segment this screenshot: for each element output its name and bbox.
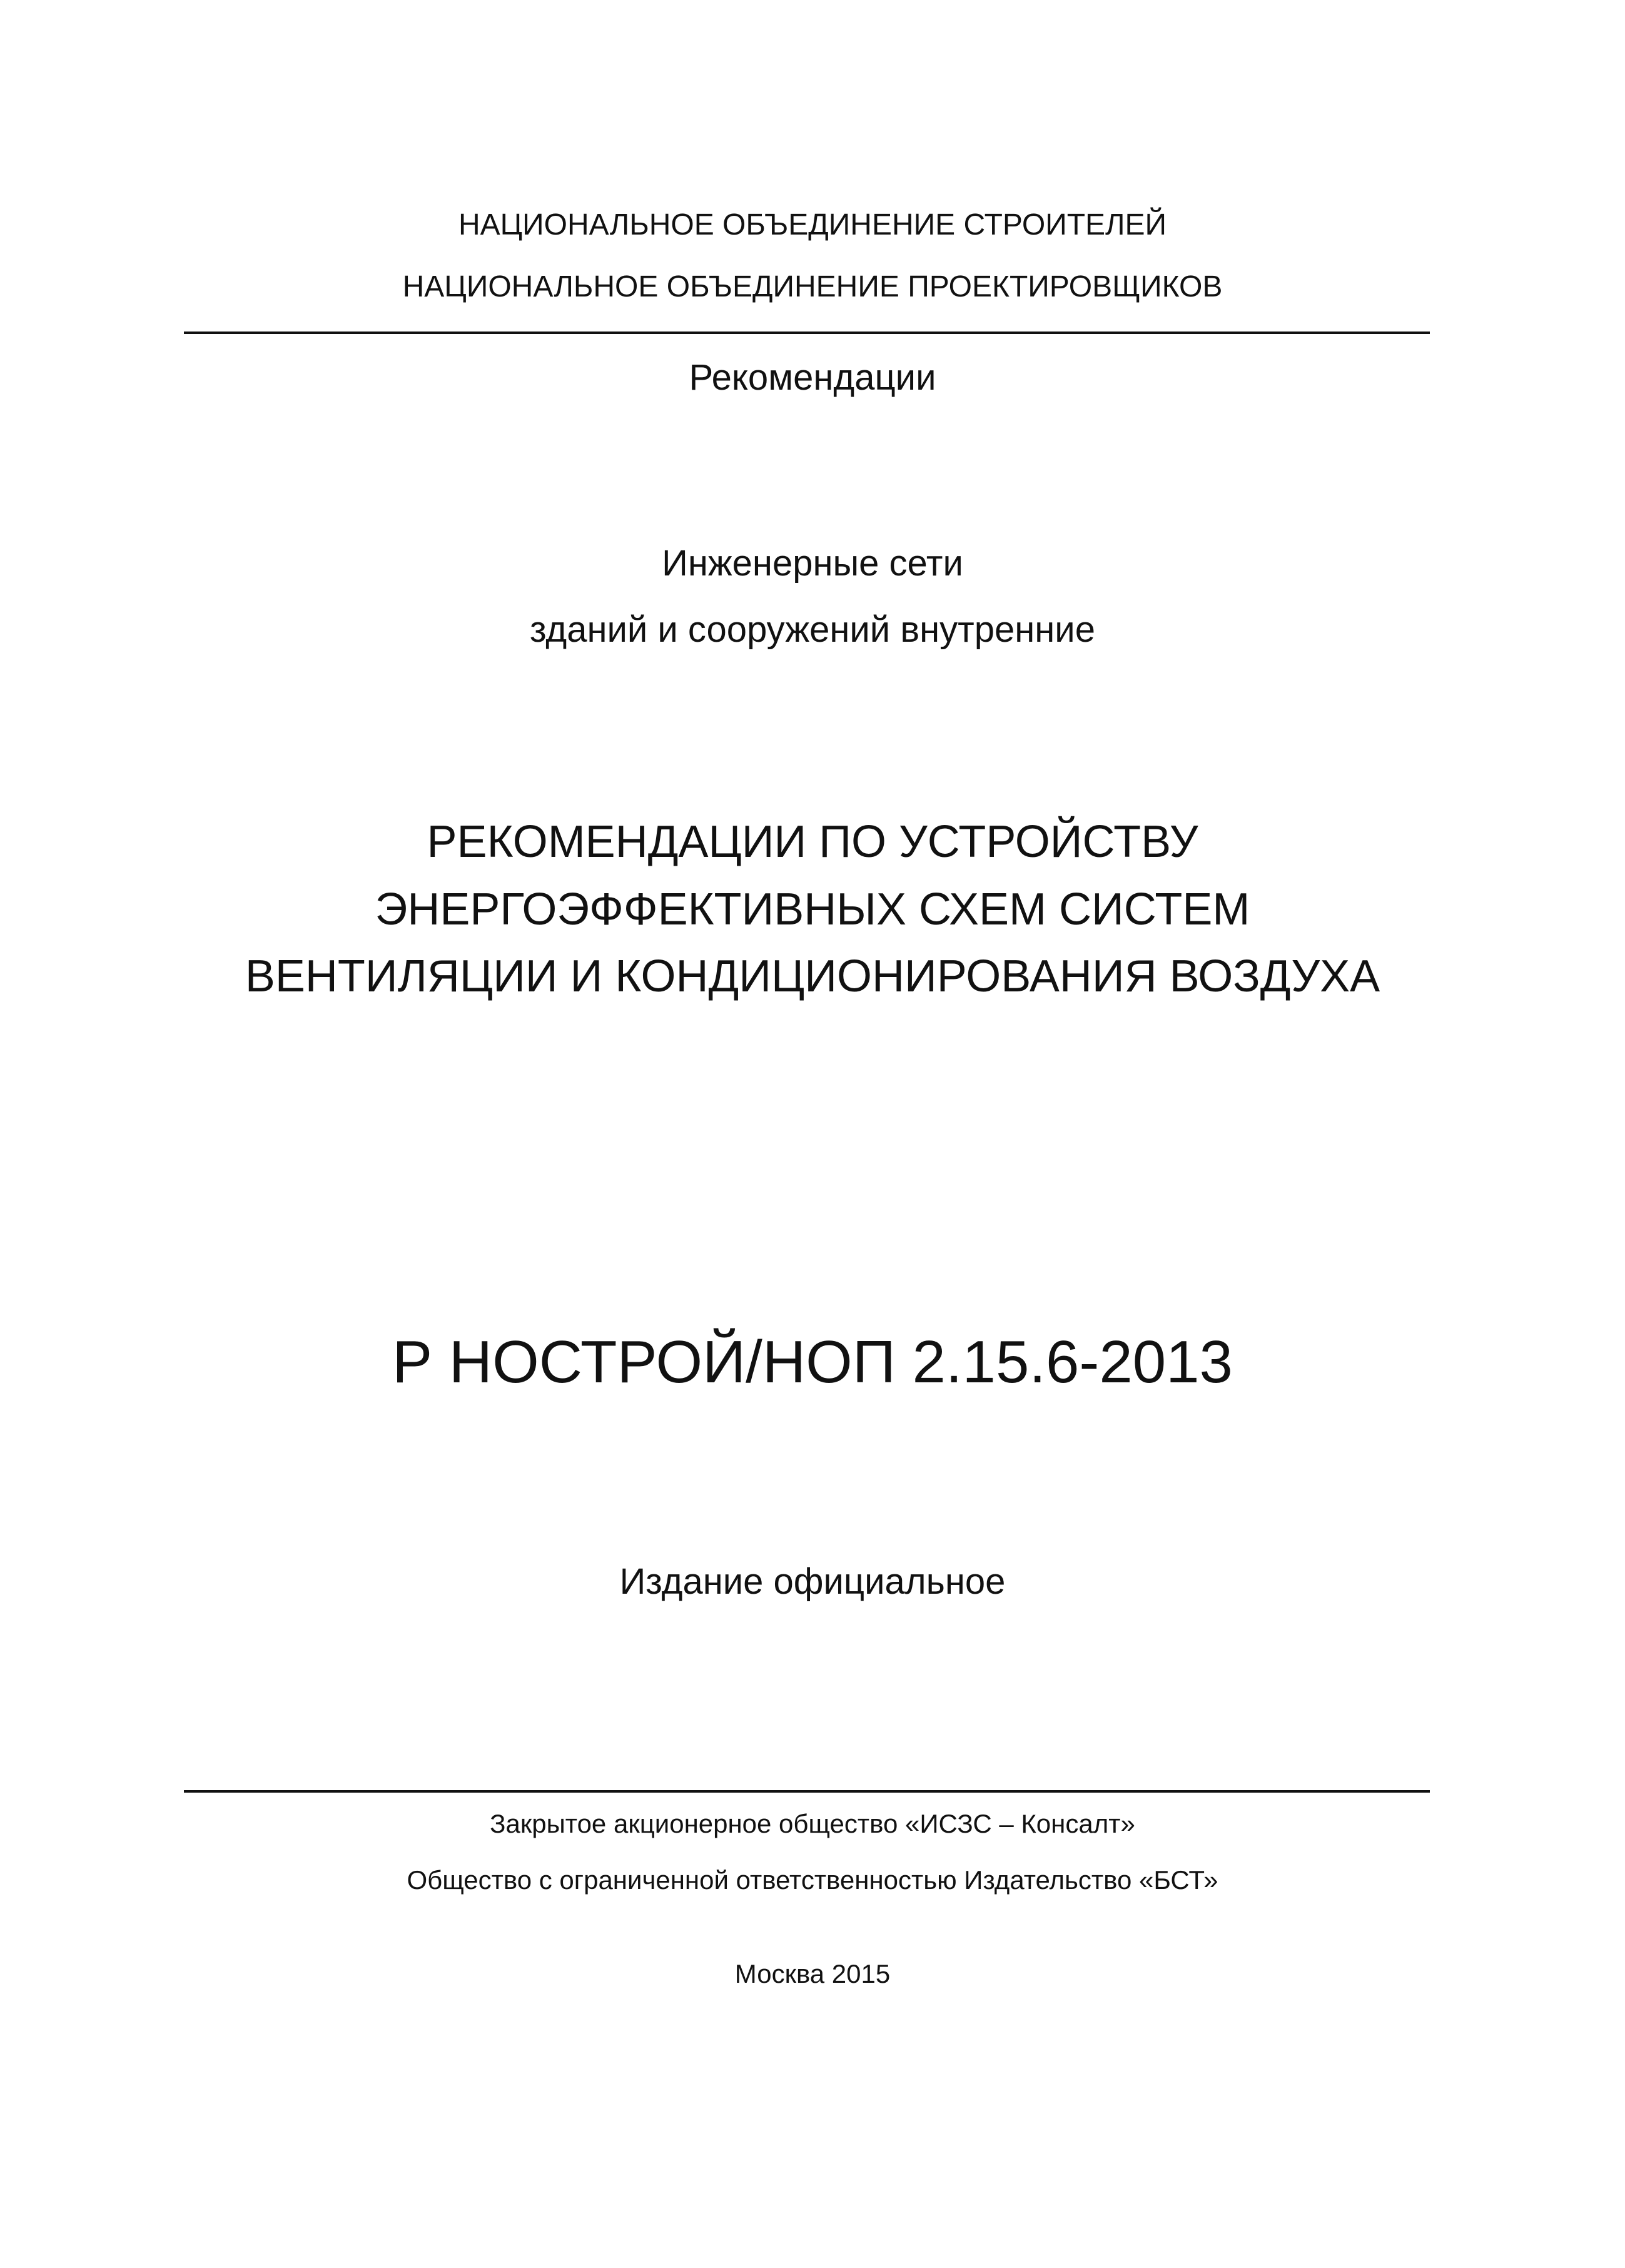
city-year: Москва 2015 — [734, 1959, 891, 1988]
organization-name-designers: НАЦИОНАЛЬНОЕ ОБЪЕДИНЕНИЕ ПРОЕКТИРОВЩИКОВ — [402, 270, 1223, 303]
subject-line-1: Инженерные сети — [662, 543, 963, 584]
footer-divider — [184, 1790, 1430, 1793]
header-divider — [184, 332, 1430, 334]
subject-line-2: зданий и сооружений внутренние — [530, 609, 1095, 650]
document-type: Рекомендации — [689, 357, 936, 398]
publisher-2: Общество с ограниченной ответственностью Издательство «БСТ» — [407, 1865, 1218, 1895]
document-title-line-1: РЕКОМЕНДАЦИИ ПО УСТРОЙСТВУ — [427, 817, 1198, 867]
document-title-line-2: ЭНЕРГОЭФФЕКТИВНЫХ СХЕМ СИСТЕМ — [375, 884, 1250, 934]
organization-name-builders: НАЦИОНАЛЬНОЕ ОБЪЕДИНЕНИЕ СТРОИТЕЛЕЙ — [458, 208, 1167, 241]
edition-label: Издание официальное — [619, 1561, 1006, 1602]
document-title-line-3: ВЕНТИЛЯЦИИ И КОНДИЦИОНИРОВАНИЯ ВОЗДУХА — [245, 951, 1380, 1001]
document-code: Р НОСТРОЙ/НОП 2.15.6-2013 — [392, 1329, 1233, 1395]
publisher-1: Закрытое акционерное общество «ИСЗС – Консалт» — [490, 1809, 1135, 1838]
